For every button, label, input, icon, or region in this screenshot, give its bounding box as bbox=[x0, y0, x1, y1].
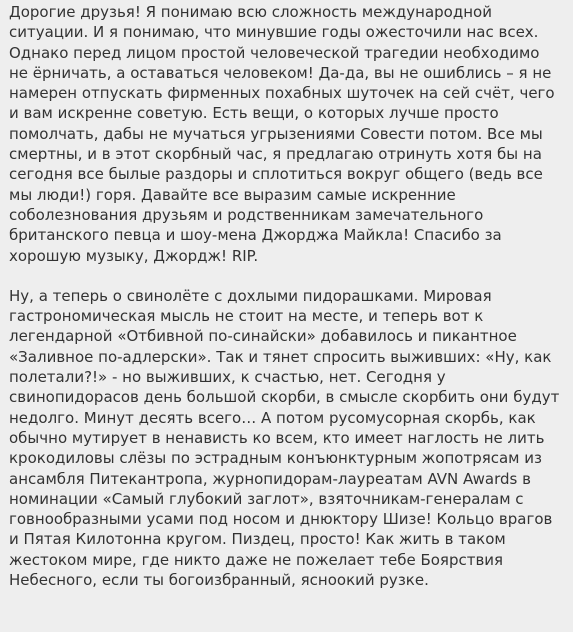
post-paragraph-2: Ну, а теперь о свинолёте с дохлыми пидорашками. Мировая гастрономическая мысль не стоит на месте, и теперь вот к легендарной «Отбивной по-синайски» добавилось и пикантное «Заливное по-адлерски». Так и тянет спросить выживших: «Ну, как полетали?!» - но выживших, к счастью, нет. Сегодня у свинопидорасов день большой скорби, в смысле скорбить они будут недолго. Минут десять всего… А потом русомусорная скорбь, как обычно мутирует в ненависть ко всем, кто имеет наглость не лить крокодиловы слёзы по эстрадным конъюнктурным жопотрясам из ансамбля Питекантропа, журнопидорам-лауреатам AVN Awards в номинации «Самый глубокий заглот», взяточникам-генералам с говнообразными усами под носом и днюктору Шизе! Кольцо врагов и Пятая Килотонна кругом. Пиздец, просто! Как жить в таком жестоком мире, где никто даже не пожелает тебе Боярствия Небесного, если ты богоизбранный, ясноокий рузке. bbox=[9, 286, 560, 590]
post-paragraph-1: Дорогие друзья! Я понимаю всю сложность международной ситуации. И я понимаю, что минувшие годы ожесточили нас всех. Однако перед лицом простой человеческой трагедии необходимо не ёрничать, а оставаться человеком! Да-да, вы не ошиблись – я не намерен отпускать фирменных похабных шуточек на сей счёт, чего и вам искренне советую. Есть вещи, о которых лучше просто помолчать, дабы не мучаться угрызениями Совести потом. Все мы смертны, и в этот скорбный час, я предлагаю отринуть хотя бы на сегодня все былые раздоры и сплотиться вокруг общего (ведь все мы люди!) горя. Давайте все выразим самые искренние соболезнования друзьям и родственникам замечательного британского певца и шоу-мена Джорджа Майкла! Спасибо за хорошую музыку, Джордж! RIP. bbox=[9, 3, 555, 265]
